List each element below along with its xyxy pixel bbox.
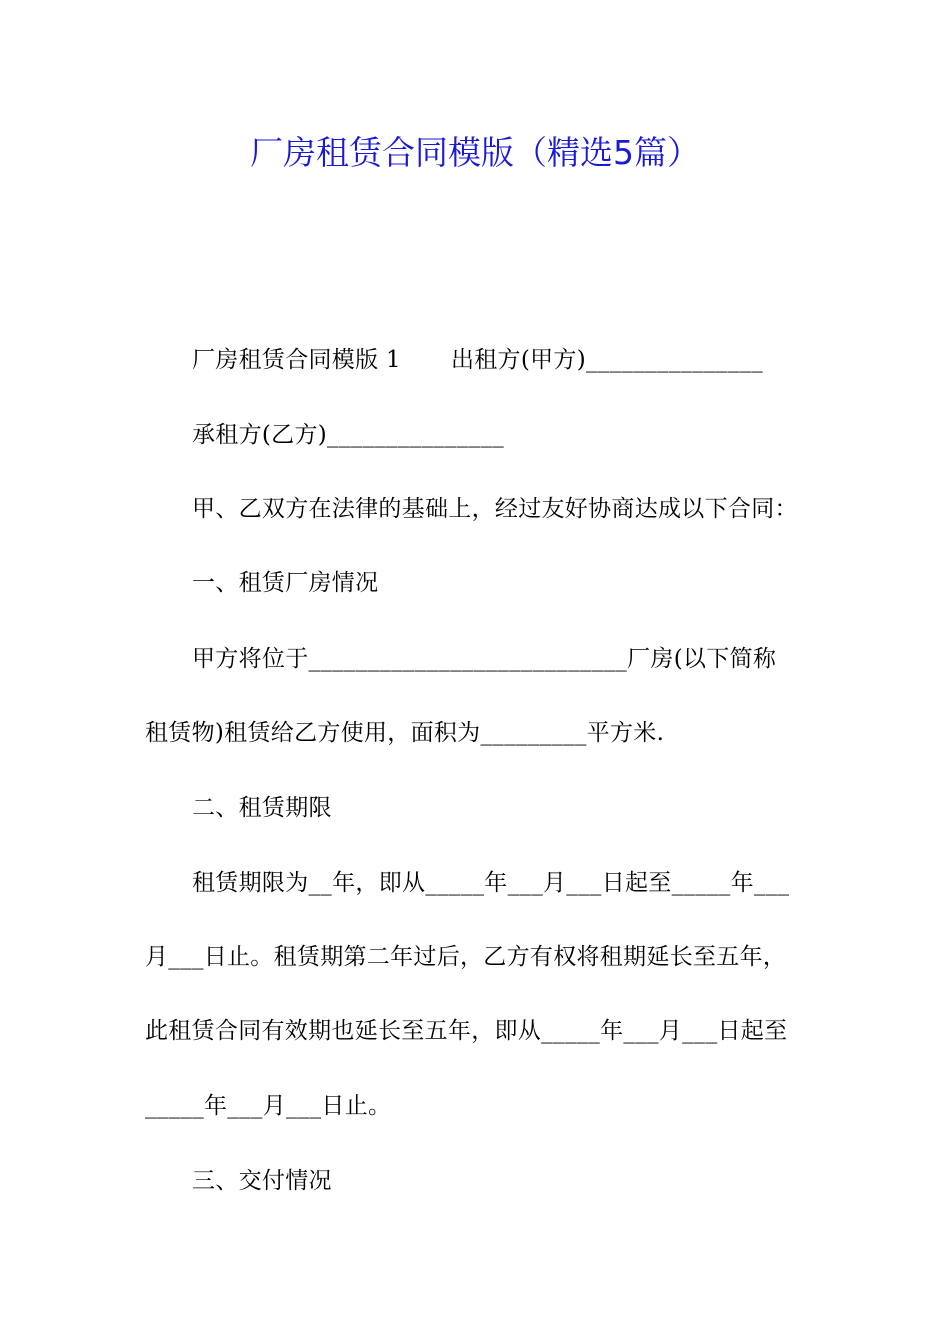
lessor-field: 出租方(甲方)_______________ bbox=[450, 347, 763, 373]
document-title: 厂房租赁合同模版（精选5篇） bbox=[250, 133, 700, 172]
section-2-paragraph-line-2: 月___日止。租赁期第二年过后，乙方有权将租期延长至五年， bbox=[145, 944, 787, 970]
section-2-paragraph-line-1: 租赁期限为__年，即从_____年___月___日起至_____年___ bbox=[192, 870, 790, 896]
section-3-heading: 三、交付情况 bbox=[192, 1168, 332, 1194]
lessee-field: 承租方(乙方)_______________ bbox=[192, 422, 505, 448]
preamble-text: 甲、乙双方在法律的基础上，经过友好协商达成以下合同： bbox=[192, 496, 798, 522]
section-1-heading: 一、租赁厂房情况 bbox=[192, 570, 379, 596]
contract-heading-line bbox=[192, 340, 862, 380]
section-1-paragraph-line-1: 甲方将位于___________________________厂房(以下简称 bbox=[192, 646, 777, 672]
section-2-paragraph-line-3: 此租赁合同有效期也延长至五年，即从_____年___月___日起至 bbox=[145, 1018, 788, 1044]
section-1-paragraph-line-2: 租赁物)租赁给乙方使用，面积为_________平方米. bbox=[145, 720, 665, 746]
section-2-heading: 二、租赁期限 bbox=[192, 795, 332, 821]
contract-1-heading: 厂房租赁合同模版 1 bbox=[192, 347, 401, 373]
section-2-paragraph-line-4: _____年___月___日止。 bbox=[145, 1093, 392, 1119]
